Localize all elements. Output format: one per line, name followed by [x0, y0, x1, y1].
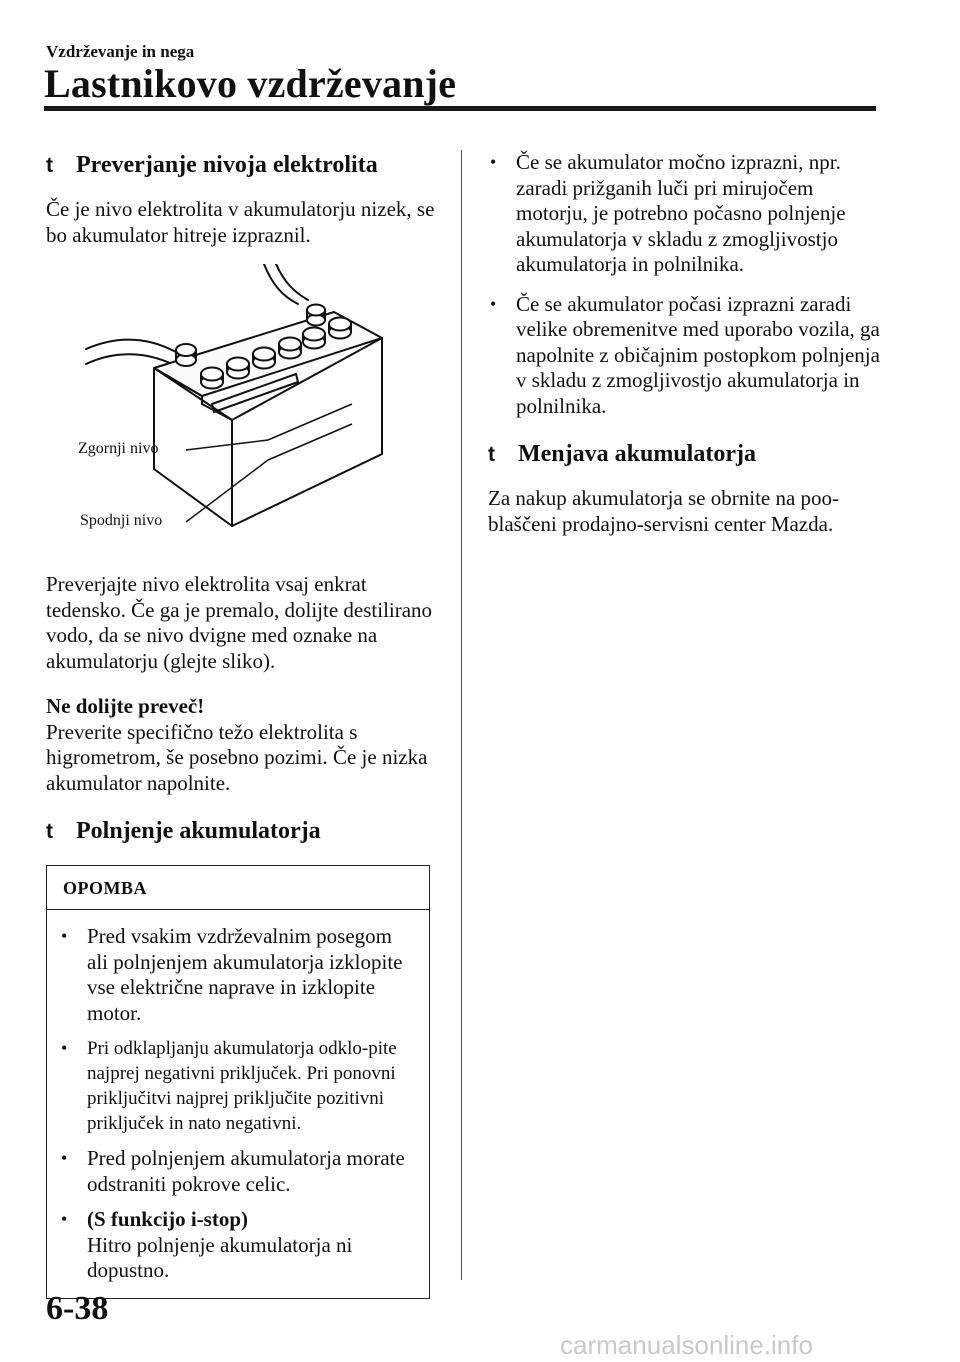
note-item-text: Pred polnjenjem akumulatorja morate odstraniti pokrove celic. [87, 1146, 405, 1196]
battery-figure [46, 264, 446, 564]
bullet-icon: • [490, 293, 497, 314]
upper-level-label: Zgornji nivo [78, 440, 159, 458]
page-title: Lastnikovo vzdrževanje [44, 61, 457, 106]
heading-bullet-icon: t [488, 443, 495, 466]
note-box [46, 865, 430, 1299]
heading-replacement [488, 439, 888, 470]
bullet-icon: • [61, 1209, 68, 1230]
bullet-icon: • [61, 1038, 68, 1059]
paragraph-replacement: Za nakup akumulatorja se obrnite na poo-blaščeni prodajno-servisni center Mazda. [488, 486, 840, 536]
right-item-text: Če se akumulator počasi izprazni zaradi velike obremenitve med uporabo vozila, ga napolnite z običajnim postopkom polnjenja v skladu z zmogljivostjo akumulatorja in polnilnika. [516, 291, 880, 418]
paragraph-check-weekly: Preverjajte nivo elektrolita vsaj enkrat tedensko. Če ga je premalo, dolijte destilirano vodo, da se nivo dvigne med oznake na akumulatorju (glejte sliko). [46, 572, 433, 673]
heading-bullet-icon: t [46, 154, 53, 177]
note-item-text: Pri odklapljanju akumulatorja odklo-pite najprej negativni priključek. Pri ponovni priključitvi najprej priključite pozitivni priključek in nato negativni. [87, 1038, 397, 1135]
lower-level-label: Spodnji nivo [80, 512, 163, 530]
note-body [47, 910, 429, 1298]
note-item-istop [87, 1207, 413, 1284]
istop-title: (S funkcijo i-stop) [87, 1207, 249, 1232]
heading-charging [46, 816, 446, 847]
right-item-text: Če se akumulator močno izprazni, npr. zaradi prižganih luči pri mirujočem motorju, je potrebno počasno polnjenje akumulatorja v skladu z zmogljivostjo akumulatorja in polnilnika. [516, 150, 846, 276]
warning-text: Preverite specifično težo elektrolita s higrometrom, še posebno pozimi. Če je nizka akumulator napolnite. [46, 719, 428, 795]
list-item [488, 150, 888, 278]
list-item [59, 1207, 413, 1284]
right-column [488, 150, 888, 537]
section-kicker: Vzdrževanje in nega [46, 42, 195, 61]
column-divider [461, 150, 462, 1280]
heading-replacement-text: Menjava akumulatorja [518, 441, 756, 467]
left-column [46, 150, 446, 1299]
heading-bullet-icon: t [46, 820, 53, 844]
list-item [488, 292, 888, 420]
list-item [59, 1146, 413, 1197]
note-item-text: Pred vsakim vzdrževalnim posegom ali polnjenjem akumulatorja izklopite vse električne naprave in izklopite motor. [87, 924, 403, 1025]
heading-electrolyte-check [46, 150, 446, 181]
list-item [59, 1036, 413, 1136]
watermark: carmanualsonline.info [560, 1330, 813, 1360]
bullet-icon: • [490, 152, 497, 172]
warning-title: Ne dolijte preveč! [46, 694, 205, 719]
page-number: 6-38 [46, 1290, 109, 1327]
heading-charging-text: Polnjenje akumulatorja [76, 818, 321, 845]
title-rule [44, 106, 876, 111]
bullet-icon: • [61, 926, 68, 947]
note-title: OPOMBA [47, 866, 429, 910]
paragraph-low-level: Če je nivo elektrolita v akumulatorju nizek, se bo akumulator hitreje izpraznil. [46, 197, 435, 247]
bullet-icon: • [61, 1148, 68, 1169]
istop-text: Hitro polnjenje akumulatorja ni dopustno. [87, 1232, 353, 1283]
heading-electrolyte-check-text: Preverjanje nivoja elektrolita [76, 152, 378, 178]
list-item [59, 924, 413, 1026]
